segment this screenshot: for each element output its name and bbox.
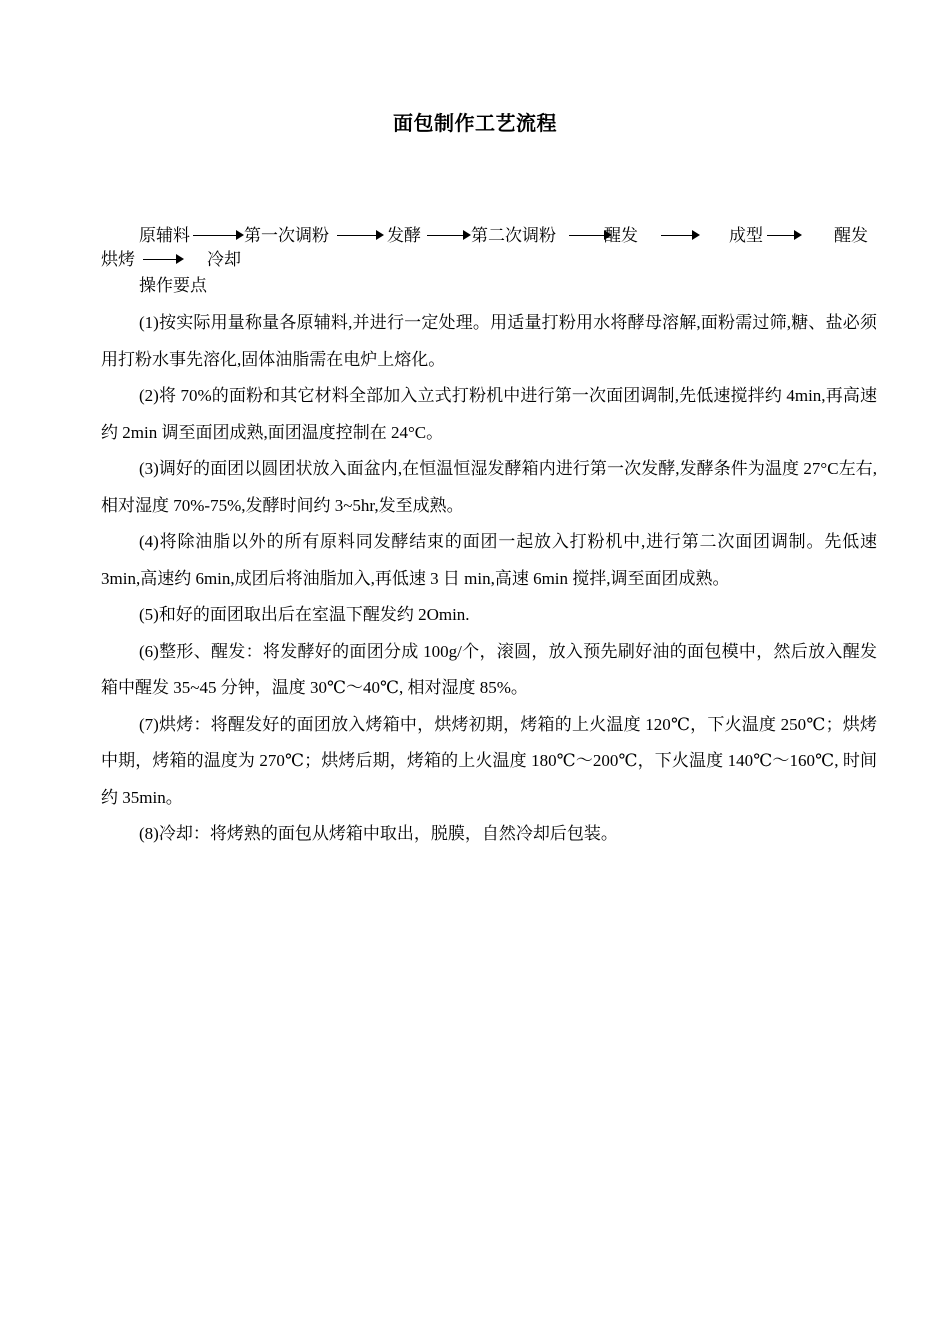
flow-arrow-icon — [767, 235, 795, 236]
paragraph-4: (4)将除油脂以外的所有原料同发酵结束的面团一起放入打粉机中,进行第二次面团调制。先低速 3min,高速约 6min,成团后将油脂加入,再低速 3 日 min,高速 6min 搅拌,调至面团成熟。 — [101, 532, 877, 588]
flow-arrow-icon — [193, 235, 237, 236]
paragraph-6: (6)整形、醒发：将发酵好的面团分成 100g/个，滚圆，放入预先刷好油的面包模中，然后放入醒发箱中醒发 35~45 分钟，温度 30℃～40℃, 相对湿度 85%。 — [101, 641, 877, 697]
paragraph-5: (5)和好的面团取出后在室温下醒发约 2Omin. — [139, 605, 470, 624]
document-title: 面包制作工艺流程 — [393, 111, 557, 135]
paragraph-8: (8)冷却：将烤熟的面包从烤箱中取出，脱膜，自然冷却后包装。 — [139, 824, 618, 843]
flow-step-fermentation: 发酵 — [387, 226, 421, 245]
process-flow — [101, 224, 881, 272]
flow-step-first-mixing: 第一次调粉 — [244, 226, 329, 245]
flow-arrow-icon — [337, 235, 377, 236]
flow-step-raw-materials: 原辅料 — [139, 226, 190, 245]
flow-arrow-icon — [427, 235, 464, 236]
flow-arrow-icon — [569, 235, 605, 236]
flow-step-shaping: 成型 — [729, 226, 763, 245]
section-heading: 操作要点 — [139, 276, 207, 295]
flow-step-cooling: 冷却 — [207, 250, 241, 269]
paragraph-2: (2)将 70%的面粉和其它材料全部加入立式打粉机中进行第一次面团调制,先低速搅拌约 4min,再高速约 2min 调至面团成熟,面团温度控制在 24°C。 — [101, 386, 877, 442]
flow-step-final-proofing: 醒发 — [834, 226, 868, 245]
flow-step-second-mixing: 第二次调粉 — [471, 226, 556, 245]
paragraph-3: (3)调好的面团以圆团状放入面盆内,在恒温恒湿发酵箱内进行第一次发酵,发酵条件为温度 27°C左右,相对湿度 70%-75%,发酵时间约 3~5hr,发至成熟。 — [101, 459, 877, 515]
process-flow-line-2 — [101, 248, 881, 272]
document-body — [101, 305, 877, 853]
flow-step-baking: 烘烤 — [101, 250, 135, 269]
paragraph-7: (7)烘烤：将醒发好的面团放入烤箱中，烘烤初期，烤箱的上火温度 120℃，下火温度 250℃；烘烤中期，烤箱的温度为 270℃；烘烤后期，烤箱的上火温度 180℃～200℃，下火温度 140℃～160℃, 时间约 35min。 — [101, 714, 877, 807]
flow-arrow-icon — [143, 259, 177, 260]
flow-arrow-icon — [661, 235, 693, 236]
process-flow-line-1 — [101, 224, 881, 248]
paragraph-1: (1)按实际用量称量各原辅料,并进行一定处理。用适量打粉用水将酵母溶解,面粉需过筛,糖、盐必须用打粉水事先溶化,固体油脂需在电炉上熔化。 — [101, 313, 877, 369]
flow-step-proofing: 醒发 — [604, 226, 638, 245]
